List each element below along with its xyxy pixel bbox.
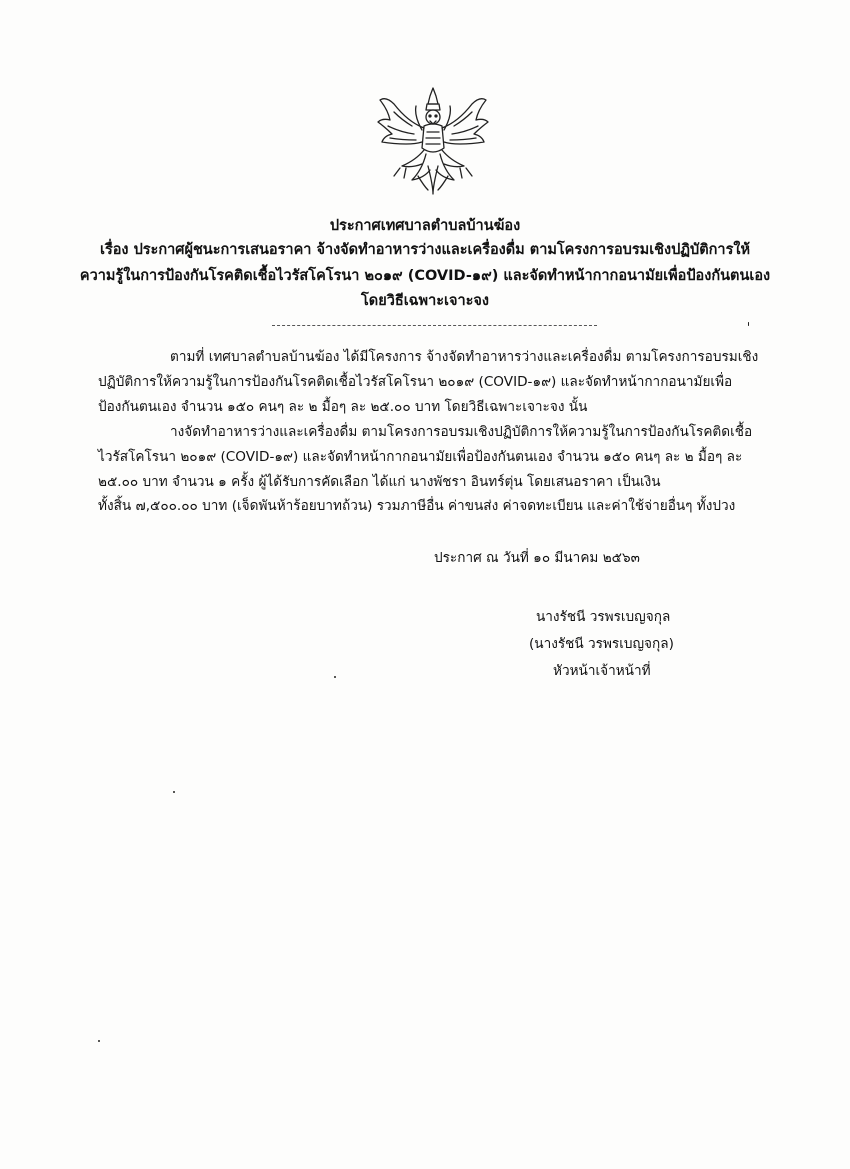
subject-line-1: เรื่อง ประกาศผู้ชนะการเสนอราคา จ้างจัดทำอาหารว่างและเครื่องดื่ม ตามโครงการอบรมเชิงปฏิบัติการให้ [99,242,750,258]
signature-position: หัวหน้าเจ้าหน้าที่ [553,663,651,679]
paragraph1-line-3: ป้องกันตนเอง จำนวน ๑๕๐ คนๆ ละ ๒ มื้อๆ ละ ๒๕.๐๐ บาท โดยวิธีเฉพาะเจาะจง นั้น [98,399,588,415]
organization-title: ประกาศเทศบาลตำบลบ้านฆ้อง [329,218,521,234]
scan-speck [98,1040,100,1042]
signature-name: นางรัชนี วรพรเบญจกุล [536,609,671,625]
signature-name-parenthesized: (นางรัชนี วรพรเบญจกุล) [529,636,674,652]
paragraph2-line-2: ไวรัสโคโรนา ๒๐๑๙ (COVID-๑๙) และจัดทำหน้ากากอนามัยเพื่อป้องกันตนเอง จำนวน ๑๕๐ คนๆ ละ ๒ มื้อๆ ละ [98,449,743,465]
subject-line-2: ความรู้ในการป้องกันโรคติดเชื้อไวรัสโคโรนา ๒๐๑๙ (COVID-๑๙) และจัดทำหน้ากากอนามัยเพื่อป้องกันตนเอง [79,268,771,284]
paragraph1-line-1: ตามที่ เทศบาลตำบลบ้านฆ้อง ได้มีโครงการ จ้างจัดทำอาหารว่างและเครื่องดื่ม ตามโครงการอบรมเชิง [170,349,759,365]
paragraph1-line-2: ปฏิบัติการให้ความรู้ในการป้องกันโรคติดเชื้อไวรัสโคโรนา ๒๐๑๙ (COVID-๑๙) และจัดทำหน้ากากอนามัยเพื่อ [98,374,733,390]
subject-line-3: โดยวิธีเฉพาะเจาะจง [361,293,489,309]
scan-speck [334,676,336,678]
announce-date: ประกาศ ณ วันที่ ๑๐ มีนาคม ๒๕๖๓ [434,550,640,566]
scan-speck [173,791,175,793]
paragraph2-line-4: ทั้งสิ้น ๗,๕๐๐.๐๐ บาท (เจ็ดพันห้าร้อยบาทถ้วน) รวมภาษีอื่น ค่าขนส่ง ค่าจดทะเบียน และค่าใช้จ่ายอื่นๆ ทั้งปวง [98,498,736,514]
garuda-emblem-icon [372,86,494,196]
paragraph2-line-3: ๒๕.๐๐ บาท จำนวน ๑ ครั้ง ผู้ได้รับการคัดเลือก ได้แก่ นางพัชรา อินทร์ตุ่น โดยเสนอราคา เป็นเงิน [98,474,661,490]
scan-speck [748,322,749,326]
header-divider [272,325,597,326]
paragraph2-line-1: างจัดทำอาหารว่างและเครื่องดื่ม ตามโครงการอบรมเชิงปฏิบัติการให้ความรู้ในการป้องกันโรคติดเชื้อ [170,424,753,440]
